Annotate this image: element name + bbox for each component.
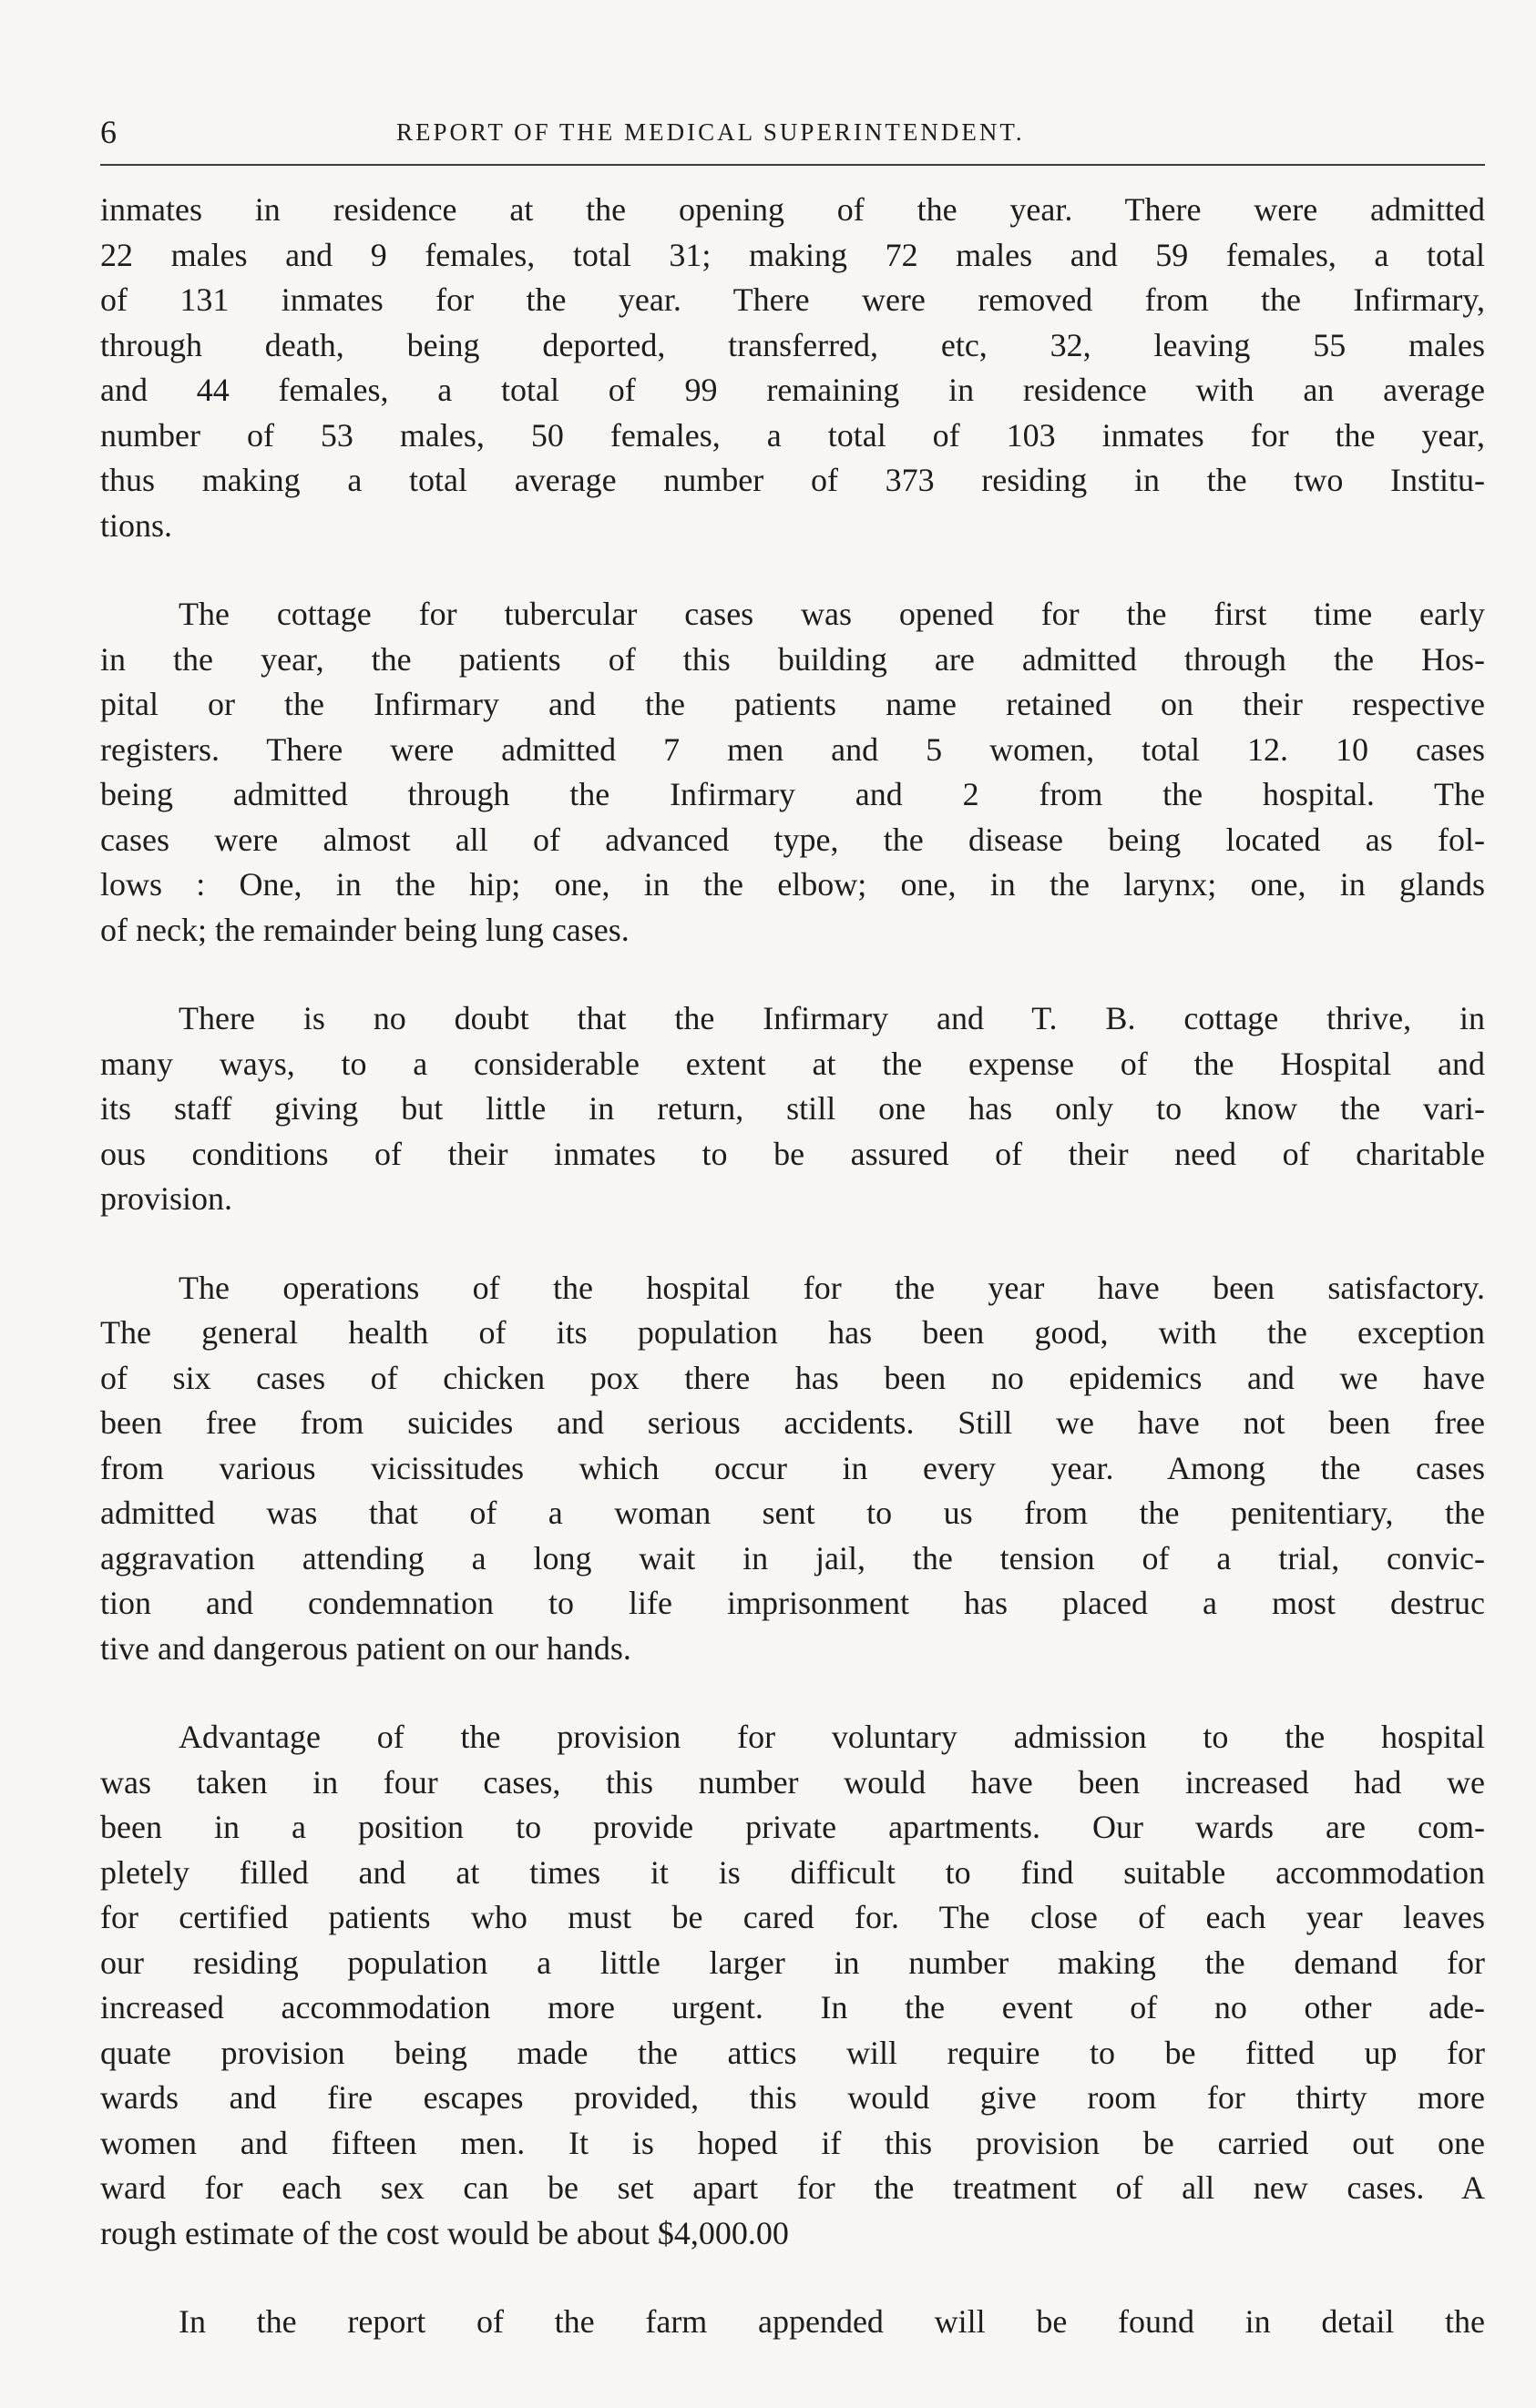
- text-line: tion and condemnation to life imprisonment has placed a most destruc: [100, 1585, 1485, 1621]
- text-line: been free from suicides and serious accidents. Still we have not been free: [100, 1404, 1485, 1441]
- text-line: rough estimate of the cost would be about $4,000.00: [100, 2214, 789, 2251]
- text-line: for certified patients who must be cared for. The close of each year leaves: [100, 1899, 1485, 1935]
- text-line: in the year, the patients of this building are admitted through the Hos-: [100, 640, 1485, 678]
- text-line: ward for each sex can be set apart for the treatment of all new cases. A: [100, 2169, 1485, 2206]
- text-line: our residing population a little larger in number making the demand for: [100, 1944, 1485, 1981]
- text-line: thus making a total average number of 373 residing in the two Institu-: [100, 462, 1485, 498]
- text-line: provision.: [100, 1180, 233, 1217]
- text-line: ous conditions of their inmates to be assured of their need of charitable: [100, 1135, 1485, 1172]
- text-line: was taken in four cases, this number would have been increased had we: [100, 1763, 1485, 1801]
- paragraph-hospital-operations: [100, 1266, 1485, 1672]
- page-header: [100, 107, 1485, 162]
- text-line: inmates in residence at the opening of the year. There were admitted: [100, 191, 1485, 228]
- text-line: tive and dangerous patient on our hands.: [100, 1629, 631, 1667]
- header-rule: [100, 164, 1485, 166]
- text-line: wards and fire escapes provided, this would give room for thirty more: [100, 2079, 1485, 2116]
- text-line: In the report of the farm appended will be found in detail the: [179, 2303, 1485, 2340]
- page-number: 6: [100, 114, 118, 150]
- text-line: many ways, to a considerable extent at the expense of the Hospital and: [100, 1045, 1485, 1082]
- text-line: pletely filled and at times it is difficult to find suitable accommodation: [100, 1853, 1485, 1891]
- paragraph-farm-report: [100, 2300, 1485, 2345]
- text-line: of six cases of chicken pox there has been no epidemics and we have: [100, 1359, 1485, 1396]
- text-line: from various vicissitudes which occur in every year. Among the cases: [100, 1449, 1485, 1486]
- text-line: registers. There were admitted 7 men and 5 women, total 12. 10 cases: [100, 730, 1485, 768]
- paragraph-infirmary-cottage: [100, 996, 1485, 1222]
- text-line: of 131 inmates for the year. There were removed from the Infirmary,: [100, 281, 1485, 318]
- text-line: women and fifteen men. It is hoped if this provision be carried out one: [100, 2124, 1485, 2161]
- text-line: and 44 females, a total of 99 remaining in residence with an average: [100, 372, 1485, 408]
- text-line: increased accommodation more urgent. In the event of no other ade-: [100, 1989, 1485, 2025]
- text-line: The general health of its population has been good, with the exception: [100, 1314, 1485, 1351]
- text-line: been in a position to provide private apartments. Our wards are com-: [100, 1809, 1485, 1845]
- paragraph-voluntary-admission: [100, 1715, 1485, 2256]
- text-line: aggravation attending a long wait in jail, the tension of a trial, convic-: [100, 1539, 1485, 1576]
- text-line: its staff giving but little in return, still one has only to know the vari-: [100, 1090, 1485, 1127]
- body-text: [100, 188, 1485, 2389]
- text-line: There is no doubt that the Infirmary and T. B. cottage thrive, in: [179, 1000, 1485, 1036]
- text-line: tions.: [100, 506, 173, 544]
- text-line: being admitted through the Infirmary and 2 from the hospital. The: [100, 776, 1485, 812]
- running-head: REPORT OF THE MEDICAL SUPERINTENDENT.: [396, 118, 1025, 146]
- paragraph-residence-totals: [100, 188, 1485, 548]
- text-line: quate provision being made the attics will require to be fitted up for: [100, 2034, 1485, 2071]
- text-line: cases were almost all of advanced type, the disease being located as fol-: [100, 821, 1485, 858]
- text-line: number of 53 males, 50 females, a total of 103 inmates for the year,: [100, 416, 1485, 454]
- text-line: The cottage for tubercular cases was opened for the first time early: [179, 596, 1485, 632]
- text-line: of neck; the remainder being lung cases.: [100, 911, 630, 948]
- text-line: through death, being deported, transferred, etc, 32, leaving 55 males: [100, 326, 1485, 363]
- text-line: admitted was that of a woman sent to us from the penitentiary, the: [100, 1495, 1485, 1531]
- paragraph-tubercular-cottage: [100, 592, 1485, 953]
- text-line: 22 males and 9 females, total 31; making 72 males and 59 females, a total: [100, 236, 1485, 273]
- text-line: lows : One, in the hip; one, in the elbow; one, in the larynx; one, in glands: [100, 866, 1485, 903]
- text-line: pital or the Infirmary and the patients name retained on their respective: [100, 686, 1485, 722]
- text-line: The operations of the hospital for the year have been satisfactory.: [179, 1269, 1485, 1306]
- text-line: Advantage of the provision for voluntary admission to the hospital: [179, 1719, 1485, 1755]
